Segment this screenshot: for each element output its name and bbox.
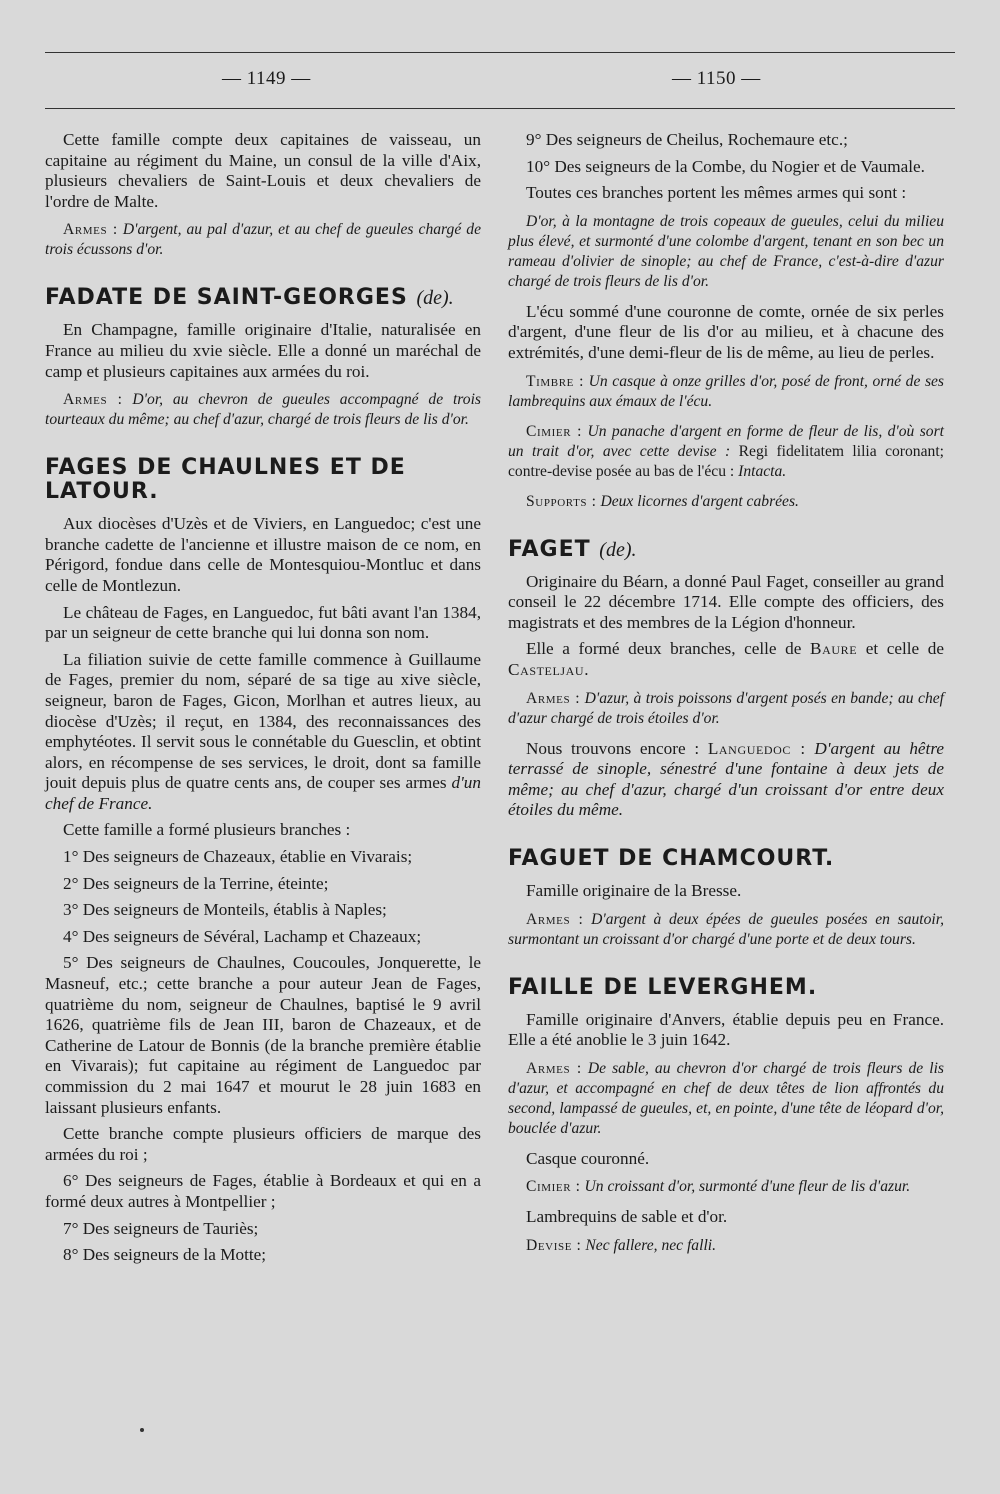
cimier-label: Cimier : [526,1178,581,1196]
entry-title-faille: FAILLE DE LEVERGHEM. [508,974,818,1000]
faget-branch-baure: Baure [810,639,858,659]
faget-paragraph-3 [508,739,944,821]
page-number-right: — 1150 — [672,68,761,89]
fages-paragraph-2: Le château de Fages, en Languedoc, fut bâti avant l'an 1384, par un seigneur de cette branche qui lui donna son nom. [45,602,481,643]
left-column [45,130,481,1272]
branch-6: 6° Des seigneurs de Fages, établie à Bordeaux et qui en a formé deux autres à Montpellier ; [45,1171,481,1211]
cimier-devise: Regi fidelitatem lilia coronant; contre-devise posée au bas de l'écu : [508,442,944,480]
entry-title-faguet: FAGUET DE CHAMCOURT. [508,845,835,871]
arms-label: Armes : [526,910,584,928]
arms-text: De sable, au chevron d'or chargé de trois fleurs de lis d'azur, et accompagné en chef de deux têtes de lion affrontés du second, lampassé de gueules, et, en pointe, d'une tête de léopard d'or, bouclée d'azur. [508,1059,944,1137]
branch-9: 9° Des seigneurs de Cheilus, Rochemaure etc.; [526,130,848,149]
supports-label: Supports : [526,492,597,510]
branch-4: 4° Des seigneurs de Sévéral, Lachamp et Chazeaux; [63,926,422,946]
fages-ecu-paragraph: L'écu sommé d'une couronne de comte, ornée de six perles d'argent, d'une fleur de lis d'or au milieu, et à chacune des extrémités, d'une demi-fleur de lis de même, au lieu de perles. [508,301,944,362]
fages-cimier [508,422,944,482]
faget-arms [508,689,944,729]
faille-paragraph-3: Lambrequins de sable et d'or. [526,1207,728,1227]
supports-text: Deux licornes d'argent cabrées. [600,492,799,510]
faille-paragraph-2: Casque couronné. [526,1148,650,1168]
branch-2: 2° Des seigneurs de la Terrine, éteinte; [63,873,329,893]
entry-title-text: FAGET [508,536,591,562]
entry-particle: (de). [416,287,454,310]
arms-text: D'argent, au pal d'azur, et au chef de gueules chargé de trois écussons d'or. [45,221,482,259]
arms-label: Armes : [63,391,123,409]
faille-devise [508,1236,944,1256]
faget-p3-languedoc: Languedoc : [707,738,806,758]
entry-title-fadate [45,286,481,310]
intro-paragraph: Cette famille compte deux capitaines de vaisseau, un capitaine au régiment du Maine, un consul de la ville d'Aix, plusieurs chevaliers de Saint-Louis et deux chevaliers de l'ordre de Malte. [45,130,481,211]
entry-title-faget [508,538,944,562]
faget-p2-mid: et celle de [865,639,945,659]
fages-paragraph-5: Cette branche compte plusieurs officiers de marque des armées du roi ; [45,1124,481,1164]
faguet-paragraph-1: Famille originaire de la Bresse. [526,880,742,900]
faille-paragraph-1: Famille originaire d'Anvers, établie depuis peu en France. Elle a été anoblie le 3 juin 1642. [508,1009,944,1050]
cimier-text: Un panache d'argent en forme de fleur de lis, d'où sort un trait d'or, avec cette devise : [508,422,944,460]
arms-label: Armes : [526,1059,582,1077]
entry-particle: (de). [599,538,637,561]
fages-p3-italic: d'un chef de France. [45,773,481,813]
timbre-text: Un casque à onze grilles d'or, posé de front, orné de ses lambrequins aux émaux de l'écu. [508,372,944,410]
page-number-left: — 1149 — [222,68,311,89]
arms-label: Armes : [526,689,581,707]
devise-text: Nec fallere, nec falli. [585,1236,717,1254]
fages-arms-text: D'or, à la montagne de trois copeaux de gueules, celui du milieu plus élevé, et surmonté d'une colombe d'argent, tenant en son bec un rameau d'olivier de sinople; au chef de France, c'est-à-dire d'azur chargé de trois fleurs de lis d'or. [508,212,944,290]
arms-label: Armes : [63,221,118,239]
branch-10: 10° Des seigneurs de la Combe, du Nogier et de Vaumale. [526,156,925,176]
fages-paragraph-3 [45,650,481,815]
arms-text: D'or, au chevron de gueules accompagné de trois tourteaux du même; au chef d'azur, chargé de trois fleurs de lis d'or. [45,391,481,429]
arms-text: D'argent à deux épées de gueules posées en sautoir, surmontant un croissant d'or chargé d'une porte et de deux tours. [508,910,944,948]
faget-paragraph-1: Originaire du Béarn, a donné Paul Faget, conseiller au grand conseil le 22 décembre 1714. Elle compte des officiers, des magistrats et des membres de la Légion d'honneur. [508,571,944,632]
faget-p2-text: Elle a formé deux branches, celle de [526,639,802,659]
branch-1: 1° Des seigneurs de Chazeaux, établie en Vivarais; [63,847,413,867]
faget-paragraph-2 [508,639,944,680]
faget-p3-text: Nous trouvons encore : [526,738,700,758]
fadate-paragraph: En Champagne, famille originaire d'Italie, naturalisée en France au milieu du xvie siècle. Elle a donné un maréchal de camp et plusieurs capitaines aux armées du roi. [45,320,481,381]
fages-p3-text: La filiation suivie de cette famille commence à Guillaume de Fages, premier du nom, séparé de sa tige au xive siècle, seigneur, baron de Fages, Gicon, Morlhan et autres lieux, au diocèse d'Uzès; il reçut, en 1384, des reconnaissances des emphytéotes. Il servit sous le connétable du Guesclin, et obtint alors, en récompense de ses services, le droit, dont sa famille jouit depuis plus de quatre cents ans, de couper ses armes [45,649,481,793]
ink-speck [140,1428,144,1432]
fages-paragraph-1: Aux diocèses d'Uzès et de Viviers, en Languedoc; c'est une branche cadette de l'ancienne et illustre maison de ce nom, en Périgord, fondue dans celle de Montesquiou-Montluc et dans celle de Montlezun. [45,514,481,595]
faget-p3-italic: D'argent au hêtre terrassé de sinople, sénestré d'une fontaine à deux jets de même; au chef d'azur, chargé d'un croissant d'or entre deux étoiles du même. [508,738,944,820]
branch-8: 8° Des seigneurs de la Motte; [63,1245,267,1265]
fages-arms-intro: Toutes ces branches portent les mêmes armes qui sont : [526,183,907,203]
entry-title-text: FADATE DE SAINT-GEORGES [45,285,408,311]
faget-branch-casteljau: Casteljau. [508,659,590,679]
intro-arms [45,220,481,260]
cimier-text: Un croissant d'or, surmonté d'une fleur de lis d'azur. [584,1178,911,1196]
branch-7: 7° Des seigneurs de Tauriès; [63,1218,259,1238]
entry-title-fages: FAGES DE CHAULNES ET DE LATOUR. [45,455,406,505]
faguet-arms [508,910,944,950]
branch-5: 5° Des seigneurs de Chaulnes, Coucoules, Jonquerette, le Masneuf, etc.; cette branche a pour auteur Jean de Fages, quatrième du nom, seigneur de Chaulnes, baptisé le 9 avril 1626, quatrième fils de Jean III, baron de Chazeaux, et de Catherine de Latour de Bonnis (de la branche première établie en Vivarais); fut capitaine au régiment de Languedoc par commission du 2 mai 1647 et mourut le 28 juin 1683 en laissant plusieurs enfants. [45,953,481,1117]
header-rule [45,108,955,109]
top-rule [45,52,955,53]
arms-text: D'azur, à trois poissons d'argent posés en bande; au chef d'azur chargé de trois étoiles d'or. [508,689,944,727]
fages-timbre [508,372,944,412]
cimier-label: Cimier : [526,422,583,440]
fages-paragraph-4: Cette famille a formé plusieurs branches : [63,820,351,840]
faille-cimier [508,1177,944,1197]
fages-supports [508,492,944,512]
fadate-arms [45,390,481,430]
cimier-contre-devise: Intacta. [738,462,787,480]
right-column [508,130,944,1266]
branch-3: 3° Des seigneurs de Monteils, établis à Naples; [63,900,387,920]
devise-label: Devise : [526,1236,582,1254]
faille-arms [508,1059,944,1139]
timbre-label: Timbre : [526,372,585,390]
